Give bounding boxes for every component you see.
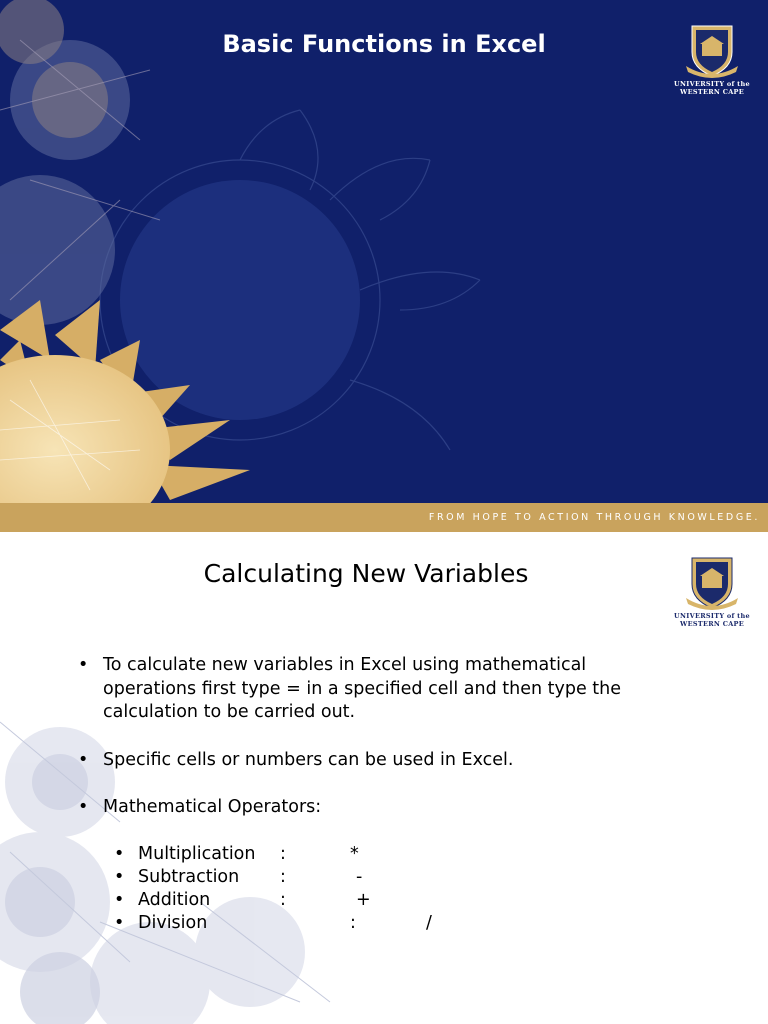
crest-label: UNIVERSITY of the WESTERN CAPE	[674, 80, 750, 96]
crest-icon	[680, 22, 744, 82]
operator-symbol: +	[356, 890, 371, 910]
crest-label: UNIVERSITY of the WESTERN CAPE	[674, 612, 750, 628]
operator-colon: :	[280, 844, 286, 864]
bullet-item	[78, 796, 678, 820]
operator-colon: :	[280, 890, 286, 910]
operator-colon: :	[280, 867, 286, 887]
operator-name: Addition	[138, 890, 211, 910]
slide-title: Basic Functions in Excel	[222, 30, 546, 58]
gold-band	[0, 503, 768, 532]
operator-colon: :	[350, 913, 356, 933]
university-crest-logo	[674, 554, 750, 634]
operator-name: Division	[138, 913, 208, 933]
bullet-marker: •	[78, 655, 89, 675]
bullet-text: Specific cells or numbers can be used in Excel.	[103, 750, 514, 770]
bullet-marker: •	[78, 797, 89, 817]
operator-symbol: *	[350, 844, 359, 864]
bullet-marker: •	[114, 844, 125, 864]
bullet-item	[78, 654, 678, 725]
motto-text: FROM HOPE TO ACTION THROUGH KNOWLEDGE.	[428, 512, 760, 523]
bullet-marker: •	[114, 890, 125, 910]
bullet-text: To calculate new variables in Excel using mathematical operations first type = in a specified cell and then type the calculation to be carried out.	[103, 655, 621, 722]
university-crest-logo	[674, 22, 750, 102]
operator-name: Subtraction	[138, 867, 240, 887]
bullet-marker: •	[114, 867, 125, 887]
operator-symbol: -	[356, 867, 363, 887]
bullet-marker: •	[78, 750, 89, 770]
protea-flower-background	[0, 0, 768, 504]
crest-icon	[680, 554, 744, 614]
content-slide	[0, 532, 768, 1024]
operator-symbol: /	[426, 913, 432, 933]
slide-title: Calculating New Variables	[203, 559, 529, 588]
operator-name: Multiplication	[138, 844, 256, 864]
bullet-item	[78, 749, 678, 773]
bullet-text: Mathematical Operators:	[103, 797, 322, 817]
bullet-marker: •	[114, 913, 125, 933]
